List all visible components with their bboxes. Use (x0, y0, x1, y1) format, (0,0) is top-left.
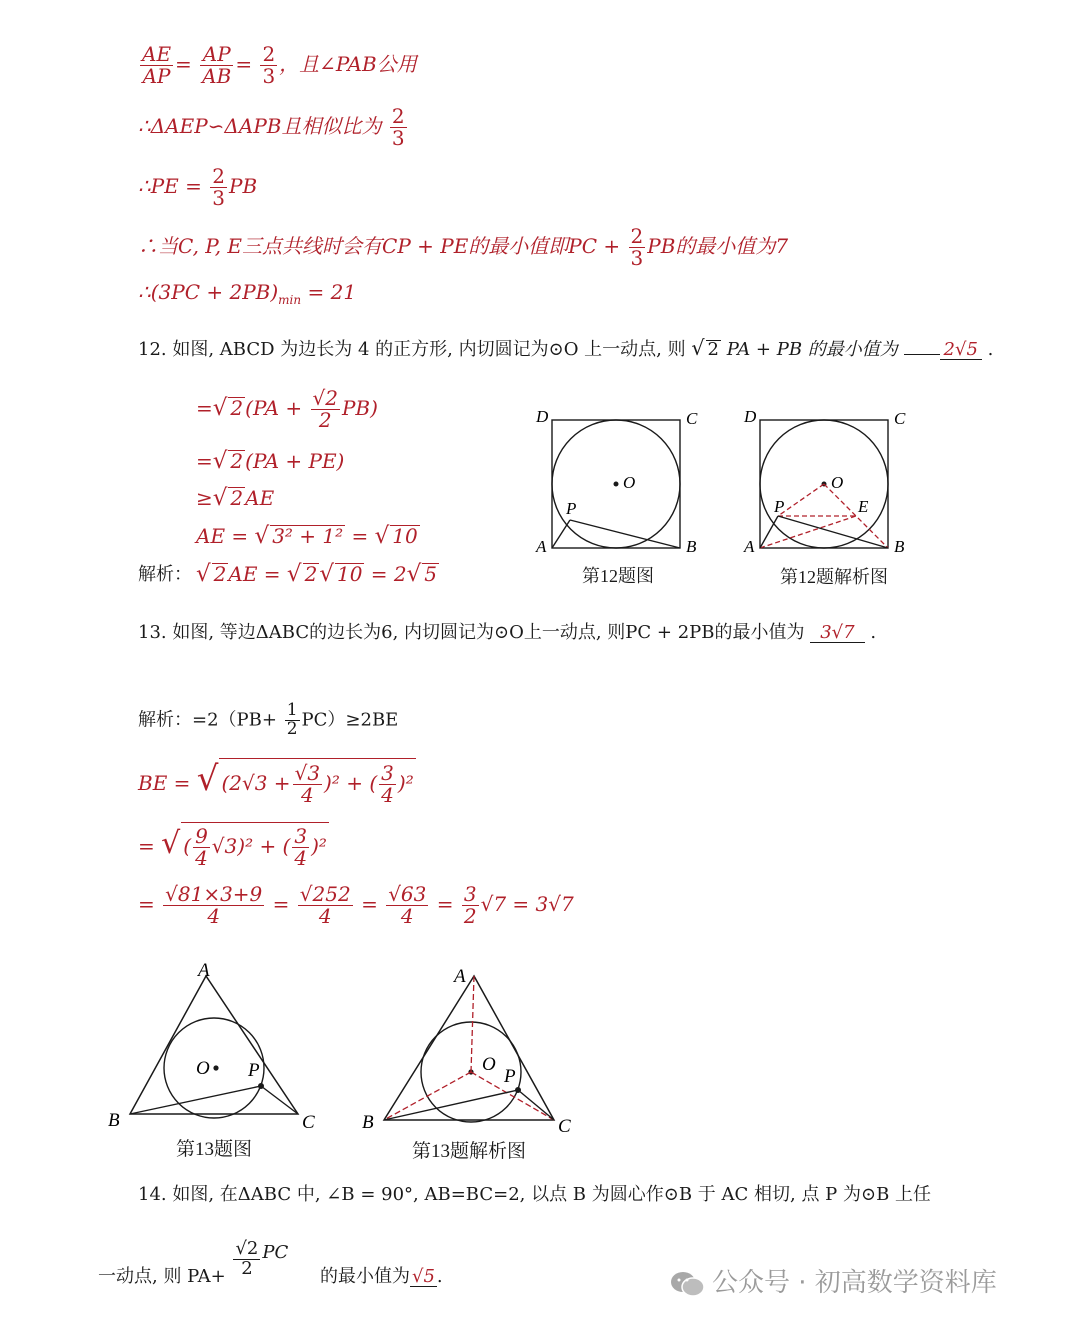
q12-step-5: √ 2 AE = √ 2√ 10 = 2√ 5 (196, 561, 438, 587)
fraction: $\frac{√81\times 3+9}{4}$ (165, 882, 263, 928)
fraction: $\frac{√63}{4}$ (388, 882, 427, 928)
label-b: B (894, 537, 905, 556)
fraction: $\frac{2}{3}$ (212, 164, 225, 210)
segment-pc (261, 1086, 298, 1114)
segment-pa (552, 520, 570, 548)
prev-line-3: ∴PE = $\frac{2}{3}$ PB (138, 164, 258, 210)
q14-line-2: 一动点, 则 PA+ $\frac{√2}{2}$ PC 的最小值为 √5 . (98, 1238, 443, 1287)
label-d: D (536, 407, 549, 426)
q13-be-line-2: = √ ( $\frac{9}{4}$ √3)² + ( $\frac{3}{4}$ )² (138, 824, 327, 870)
q14-answer: √5 (412, 1266, 435, 1287)
q12-fig-caption: 第12题图 (582, 566, 654, 586)
watermark: 公众号 · 初高数学资料库 (668, 1262, 997, 1300)
q12-step-1: =√ 2 (PA + $\frac{√2}{2}$ PB) (196, 386, 378, 432)
fraction: $\frac{2}{3}$ (262, 42, 276, 88)
label-o: O (623, 473, 636, 492)
q12-step-2: =√ 2 (PA + PE) (196, 448, 345, 474)
label-b: B (362, 1112, 374, 1133)
label-c: C (302, 1112, 315, 1133)
q12-analysis-caption: 第12题解析图 (780, 567, 888, 587)
triangle (130, 976, 298, 1114)
label-p: P (566, 499, 577, 518)
fraction: $\frac{√252}{4}$ (299, 882, 351, 928)
label-a: A (454, 966, 466, 987)
fraction: $\frac{AE}{AP}$ (142, 42, 172, 88)
segment-pb (384, 1090, 518, 1120)
fraction: $\frac{3}{2}$ (463, 882, 477, 928)
q13-fig-caption: 第13题图 (176, 1139, 253, 1160)
label-a: A (198, 960, 210, 981)
label-o: O (482, 1054, 496, 1075)
fraction: $\frac{√3}{4}$ (294, 761, 321, 807)
label-c: C (686, 409, 698, 428)
q13-analysis-caption: 第13题解析图 (412, 1141, 527, 1162)
q13-stem: 13. 如图, 等边ΔABC的边长为6, 内切圆记为⊙O上一动点, 则PC + 2PB的最小值为 3√7 . (138, 622, 877, 643)
center-point (213, 1065, 218, 1070)
prev-line-1: $\frac{AE}{AP}$ = $\frac{AP}{AB}$ = $\frac{2}{3}$ ，且∠PAB公用 (142, 42, 417, 88)
fraction: $\frac{2}{3}$ (391, 104, 405, 150)
label-a: A (744, 537, 755, 556)
label-p: P (504, 1066, 516, 1087)
fraction: $\frac{3}{4}$ (294, 824, 308, 870)
dashed-ob (384, 1072, 471, 1120)
label-c: C (558, 1116, 571, 1137)
q14-stem: 14. 如图, 在ΔABC 中, ∠B = 90°, AB=BC=2, 以点 B 为圆心作⊙B 于 AC 相切, 点 P 为⊙B 上任 (138, 1184, 932, 1205)
label-e: E (858, 497, 869, 516)
fraction: $\frac{9}{4}$ (195, 824, 208, 870)
q12-solution-label: 解析： (138, 564, 192, 585)
label-p: P (774, 497, 785, 516)
label-b: B (108, 1110, 120, 1131)
q13-figure (100, 958, 330, 1138)
dashed-ao (471, 976, 474, 1072)
q12-step-3: ≥√ 2 AE (196, 485, 275, 511)
label-o: O (196, 1058, 210, 1079)
q12-figure (530, 404, 710, 564)
q12-answer: 2√5 (940, 341, 982, 360)
label-b: B (686, 537, 697, 556)
dashed-ae (760, 516, 856, 548)
fraction: $\frac{√2}{2}$ (235, 1238, 259, 1279)
label-d: D (744, 407, 757, 426)
fraction: $\frac{AP}{AB}$ (202, 42, 232, 88)
fraction: $\frac{√2}{2}$ (312, 386, 338, 432)
label-p: P (248, 1060, 260, 1081)
q13-be-line-3: = $\frac{√81\times 3+9}{4}$ = $\frac{√252}{4}$ = $\frac{√63}{4}$ = $\frac{3}{2}$ √7 = 3√7 (138, 882, 574, 928)
q13-analysis-figure (358, 962, 588, 1142)
label-o: O (831, 473, 844, 492)
segment-pc (518, 1090, 554, 1120)
q12-stem: 12. 如图, ABCD 为边长为 4 的正方形, 内切圆记为⊙O 上一动点, 则 √ 2 PA + PB 的最小值为 2√5 . (138, 336, 994, 360)
prev-line-5: ∴(3PC + $2PB)_{min} = 21$ (138, 280, 357, 307)
prev-line-2: ∴ΔAEP∽ΔAPB且相似比为 $\frac{2}{3}$ (138, 104, 405, 150)
q13-answer: 3√7 (810, 624, 864, 643)
fraction: $\frac{2}{3}$ (630, 224, 644, 270)
label-a: A (536, 537, 547, 556)
segment-pb (570, 520, 680, 548)
dashed-op (778, 484, 824, 516)
prev-line-4: ∴当C, P, E三点共线时会有CP + PE的最小值即PC + $\frac{2}{3}$ PB的最小值为7 (138, 224, 789, 270)
label-c: C (894, 409, 906, 428)
center-point (614, 482, 619, 487)
q12-analysis-figure (738, 404, 918, 564)
wechat-icon (668, 1268, 706, 1300)
q13-be-line: BE = √ (2√3 + $\frac{√3}{4}$ )² + ( $\frac{3}{4}$ )² (138, 759, 414, 807)
fraction: $\frac{3}{4}$ (381, 761, 394, 807)
q13-solution: 解析：=2（PB+ $\frac{1}{2}$ PC）≥2BE (138, 700, 399, 739)
q12-step-4: AE = √ 3² + 1² = √ 10 (196, 523, 418, 549)
fraction: $\frac{1}{2}$ (286, 700, 298, 739)
